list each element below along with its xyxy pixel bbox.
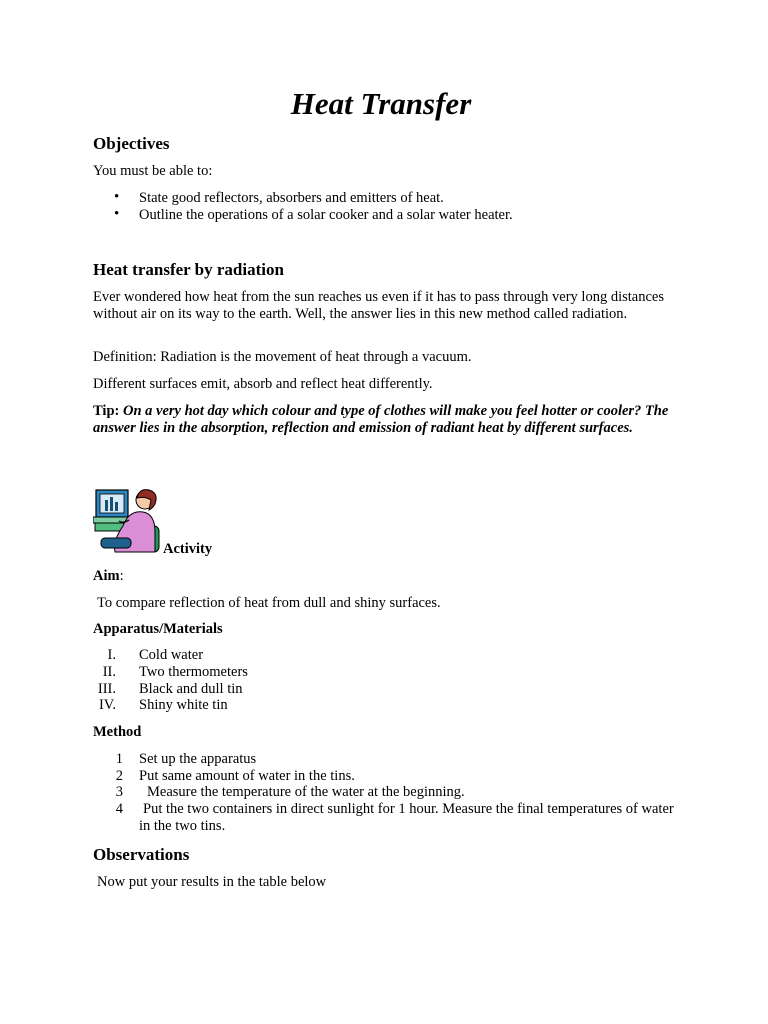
tip-paragraph (93, 403, 673, 437)
objective-item: • State good reflectors, absorbers and emitters of heat. (139, 190, 444, 207)
apparatus-number: I. (107, 647, 116, 663)
method-number: 2 (115, 768, 123, 784)
aim-colon: : (119, 568, 124, 584)
radiation-heading: Heat transfer by radiation (93, 260, 284, 279)
aim-label: Aim (93, 568, 120, 584)
method-item: Set up the apparatus (139, 751, 257, 767)
apparatus-number: III. (97, 681, 116, 697)
tip-label: Tip: (93, 403, 120, 419)
apparatus-heading: Apparatus/Materials (93, 621, 223, 637)
apparatus-item: Two thermometers (139, 664, 248, 680)
method-item: Put same amount of water in the tins. (139, 768, 355, 784)
radiation-definition: Definition: Radiation is the movement of heat through a vacuum. (93, 349, 472, 365)
tip-text: On a very hot day which colour and type of clothes will make you feel hotter or cooler? The answer lies in the absorption, reflection and emission of radiant heat by different surfaces. (93, 403, 669, 436)
objectives-intro: You must be able to: (93, 163, 213, 179)
aim-line (93, 568, 124, 585)
surfaces-statement: Different surfaces emit, absorb and reflect heat differently. (93, 376, 433, 392)
person-at-computer-icon (93, 486, 163, 556)
radiation-intro-paragraph: Ever wondered how heat from the sun reaches us even if it has to pass through very long distances without air on its way to the earth. Well, the answer lies in this new method called radiation. (93, 289, 664, 322)
method-item: Measure the temperature of the water at the beginning. (147, 784, 465, 800)
apparatus-item: Black and dull tin (139, 681, 243, 697)
method-number: 3 (115, 784, 123, 800)
aim-text: To compare reflection of heat from dull and shiny surfaces. (97, 595, 441, 611)
apparatus-number: IV. (98, 697, 116, 713)
page-title: Heat Transfer (290, 86, 472, 121)
objective-item: • Outline the operations of a solar cooker and a solar water heater. (139, 207, 513, 224)
method-item: Put the two containers in direct sunlight for 1 hour. Measure the final temperatures of water in the two tins. (139, 801, 674, 834)
apparatus-number: II. (102, 664, 116, 680)
apparatus-item: Cold water (139, 647, 204, 663)
method-number: 4 (115, 801, 123, 817)
activity-label: Activity (163, 541, 213, 557)
apparatus-item: Shiny white tin (139, 697, 228, 713)
method-number: 1 (115, 751, 123, 767)
objectives-heading: Objectives (93, 134, 170, 153)
observations-text: Now put your results in the table below (97, 874, 327, 890)
observations-heading: Observations (93, 845, 190, 864)
method-heading: Method (93, 724, 142, 740)
